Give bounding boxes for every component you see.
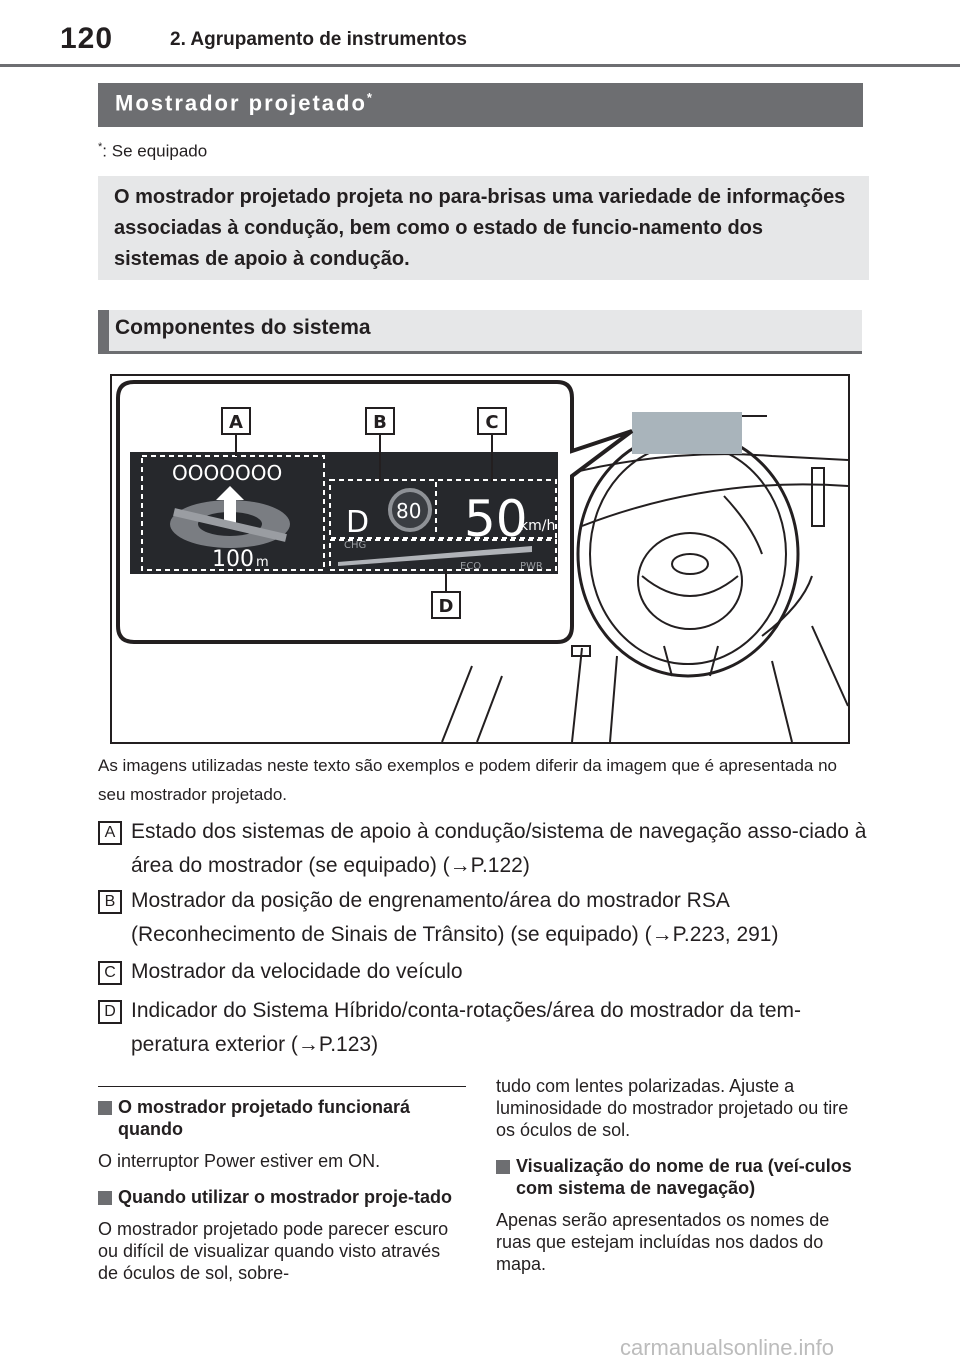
note-body: O mostrador projetado pode parecer escuro ou difícil de visualizar quando visto através de óculos de sol, sobre-: [98, 1219, 449, 1283]
hud-dots: OOOOOOO: [172, 461, 283, 485]
note-body: O interruptor Power estiver em ON.: [98, 1151, 381, 1171]
projection-area: [632, 412, 742, 454]
figure-label-b: B: [373, 412, 387, 433]
subsection-title: Componentes do sistema: [98, 310, 862, 354]
footnote-marker: *: [98, 141, 103, 153]
notes-left-column: [98, 1096, 458, 1284]
note-heading: Visualização do nome de rua (veí-culos com sistema de navegação): [496, 1155, 866, 1199]
system-figure: [110, 374, 850, 744]
watermark: carmanualsonline.info: [620, 1335, 835, 1360]
figure-label-d: D: [438, 596, 454, 617]
hud-eco: ECO: [460, 561, 482, 572]
item-badge: B: [98, 890, 122, 914]
list-item: [98, 884, 868, 952]
note-heading: O mostrador projetado funcionará quando: [98, 1096, 458, 1140]
hud-speed-unit: km/h: [520, 518, 556, 534]
item-text: Estado dos sistemas de apoio à condução/sistema de navegação asso-ciado à área do mostrador (se equipado) (→P.122): [131, 820, 867, 877]
section-marker: *: [366, 90, 374, 105]
hud-speed: 50: [464, 490, 528, 548]
hud-chg: CHG: [344, 540, 367, 551]
item-text: Mostrador da velocidade do veículo: [131, 960, 463, 983]
list-item: [98, 815, 868, 883]
section-title-bar: [98, 83, 863, 127]
figure-label-c: C: [485, 412, 499, 433]
hud-distance-unit: m: [256, 555, 269, 570]
hud-pwr: PWR: [520, 561, 543, 572]
section-title: Mostrador projetado: [115, 90, 367, 116]
header-rule: [0, 64, 960, 67]
list-item: [98, 955, 868, 989]
item-text: Indicador do Sistema Híbrido/conta-rotações/área do mostrador da tem-peratura exterior (→P.123): [131, 999, 802, 1056]
note-body: Apenas serão apresentados os nomes de ruas que estejam incluídas nos dados do mapa.: [496, 1210, 830, 1274]
page-number: 120: [60, 22, 114, 55]
footnote: [98, 141, 207, 162]
hud-distance: 100: [212, 547, 254, 572]
hud-illustration: [112, 376, 848, 742]
notes-rule: [98, 1086, 466, 1087]
intro-box: O mostrador projetado projeta no para-brisas uma variedade de informações associadas à condução, bem como o estado de funcio-namento dos sistemas de apoio à condução.: [98, 176, 869, 280]
chapter-title: 2. Agrupamento de instrumentos: [170, 29, 467, 50]
note-heading: Quando utilizar o mostrador proje-tado: [98, 1186, 458, 1208]
item-badge: A: [98, 821, 122, 845]
item-badge: C: [98, 961, 122, 985]
hud-gear: D: [346, 505, 370, 540]
figure-caption: As imagens utilizadas neste texto são exemplos e podem diferir da imagem que é apresentada no seu mostrador projetado.: [98, 756, 837, 804]
item-text: Mostrador da posição de engrenamento/área do mostrador RSA (Reconhecimento de Sinais de Trânsito) (se equipado) (→P.223, 291): [131, 889, 779, 946]
footnote-text: : Se equipado: [102, 141, 208, 161]
note-body-continued: tudo com lentes polarizadas. Ajuste a luminosidade do mostrador projetado ou tire os óculos de sol.: [496, 1076, 849, 1140]
item-badge: D: [98, 1000, 122, 1024]
hud-speed-limit: 80: [396, 499, 422, 523]
list-item: [98, 994, 868, 1062]
notes-right-column: [496, 1075, 866, 1275]
figure-label-a: A: [229, 412, 243, 433]
